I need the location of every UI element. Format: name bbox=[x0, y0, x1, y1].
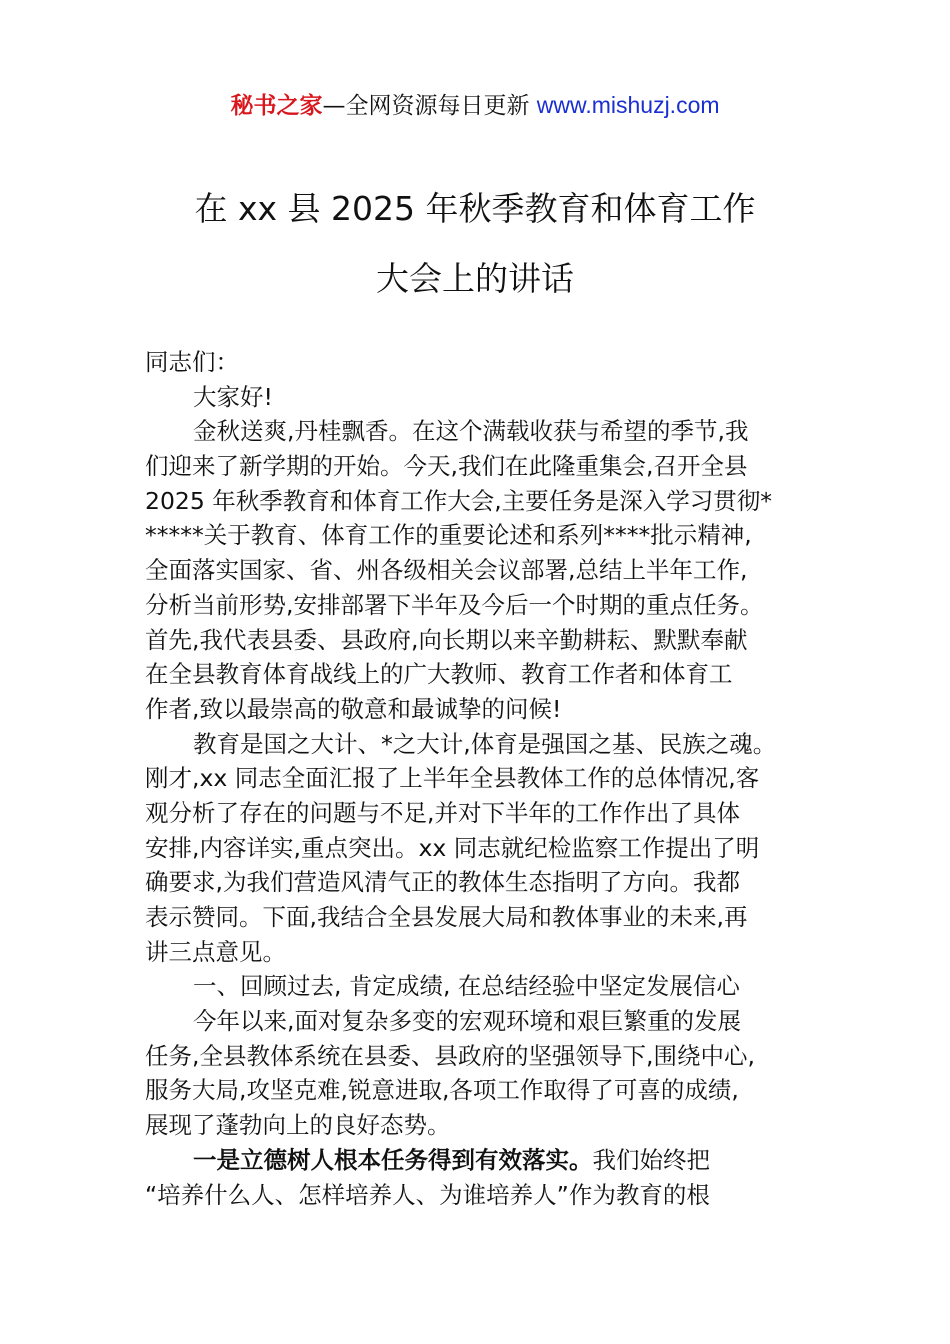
paragraph-line: 全面落实国家、省、州各级相关会议部署,总结上半年工作, bbox=[145, 556, 748, 585]
paragraph-line: 们迎来了新学期的开始。今天,我们在此隆重集会,召开全县 bbox=[145, 452, 748, 481]
paragraph-line bbox=[145, 1143, 811, 1178]
point-text: 我们始终把 bbox=[592, 1145, 710, 1174]
paragraph-line: 首先,我代表县委、县政府,向长期以来辛勤耕耘、默默奉献 bbox=[145, 625, 748, 654]
paragraph-line: 分析当前形势,安排部署下半年及今后一个时期的重点任务。 bbox=[145, 590, 764, 619]
paragraph-line: 任务,全县教体系统在县委、县政府的坚强领导下,围绕中心, bbox=[145, 1041, 755, 1070]
paragraph-line: *****关于教育、体育工作的重要论述和系列****批示精神, bbox=[145, 521, 752, 550]
document-title-line-1: 在 xx 县 2025 年秋季教育和体育工作 bbox=[194, 189, 756, 228]
paragraph-line: 刚才,xx 同志全面汇报了上半年全县教体工作的总体情况,客 bbox=[145, 764, 760, 793]
paragraph-line: 2025 年秋季教育和体育工作大会,主要任务是深入学习贯彻* bbox=[145, 486, 772, 515]
site-tagline: —全网资源每日更新 bbox=[322, 93, 537, 119]
paragraph-line: “培养什么人、怎样培养人、为谁培养人”作为教育的根 bbox=[145, 1180, 710, 1209]
point-heading: 一是立德树人根本任务得到有效落实。 bbox=[193, 1145, 593, 1174]
salutation: 同志们： bbox=[145, 348, 239, 376]
paragraph-line: 展现了蓬勃向上的良好态势。 bbox=[145, 1111, 451, 1140]
paragraph-line: 安排,内容详实,重点突出。xx 同志就纪检监察工作提出了明 bbox=[145, 833, 760, 862]
section-heading: 一、回顾过去, 肯定成绩, 在总结经验中坚定发展信心 bbox=[193, 972, 740, 1001]
paragraph-line: 讲三点意见。 bbox=[145, 937, 286, 966]
paragraph-review bbox=[145, 1004, 811, 1143]
paragraph-line: 在全县教育体育战线上的广大教师、教育工作者和体育工 bbox=[145, 660, 733, 689]
paragraph-line: 表示赞同。下面,我结合全县发展大局和教体事业的未来,再 bbox=[145, 903, 748, 931]
paragraph-opening bbox=[145, 414, 811, 726]
paragraph-line: 金秋送爽,丹桂飘香。在这个满载收获与希望的季节,我 bbox=[193, 417, 749, 446]
paragraph-line: 作者,致以最崇高的敬意和最诚挚的问候! bbox=[145, 694, 562, 723]
paragraph-point-one bbox=[145, 1143, 811, 1212]
site-brand: 秘书之家 bbox=[230, 93, 323, 119]
greeting: 大家好! bbox=[193, 382, 273, 411]
document-body bbox=[145, 345, 811, 1212]
paragraph-line: 确要求,为我们营造风清气正的教体生态指明了方向。我都 bbox=[145, 868, 740, 897]
paragraph-line: 观分析了存在的问题与不足,并对下半年的工作作出了具体 bbox=[145, 798, 740, 827]
site-url-link[interactable]: www.mishuzj.com bbox=[536, 92, 720, 118]
document-title-line-2: 大会上的讲话 bbox=[376, 259, 574, 298]
paragraph-line: 教育是国之大计、*之大计,体育是强国之基、民族之魂。 bbox=[193, 729, 777, 758]
paragraph-importance bbox=[145, 727, 811, 970]
paragraph-line: 今年以来,面对复杂多变的宏观环境和艰巨繁重的发展 bbox=[193, 1007, 741, 1036]
paragraph-line: 服务大局,攻坚克难,锐意进取,各项工作取得了可喜的成绩, bbox=[145, 1076, 739, 1105]
site-header bbox=[0, 88, 950, 123]
